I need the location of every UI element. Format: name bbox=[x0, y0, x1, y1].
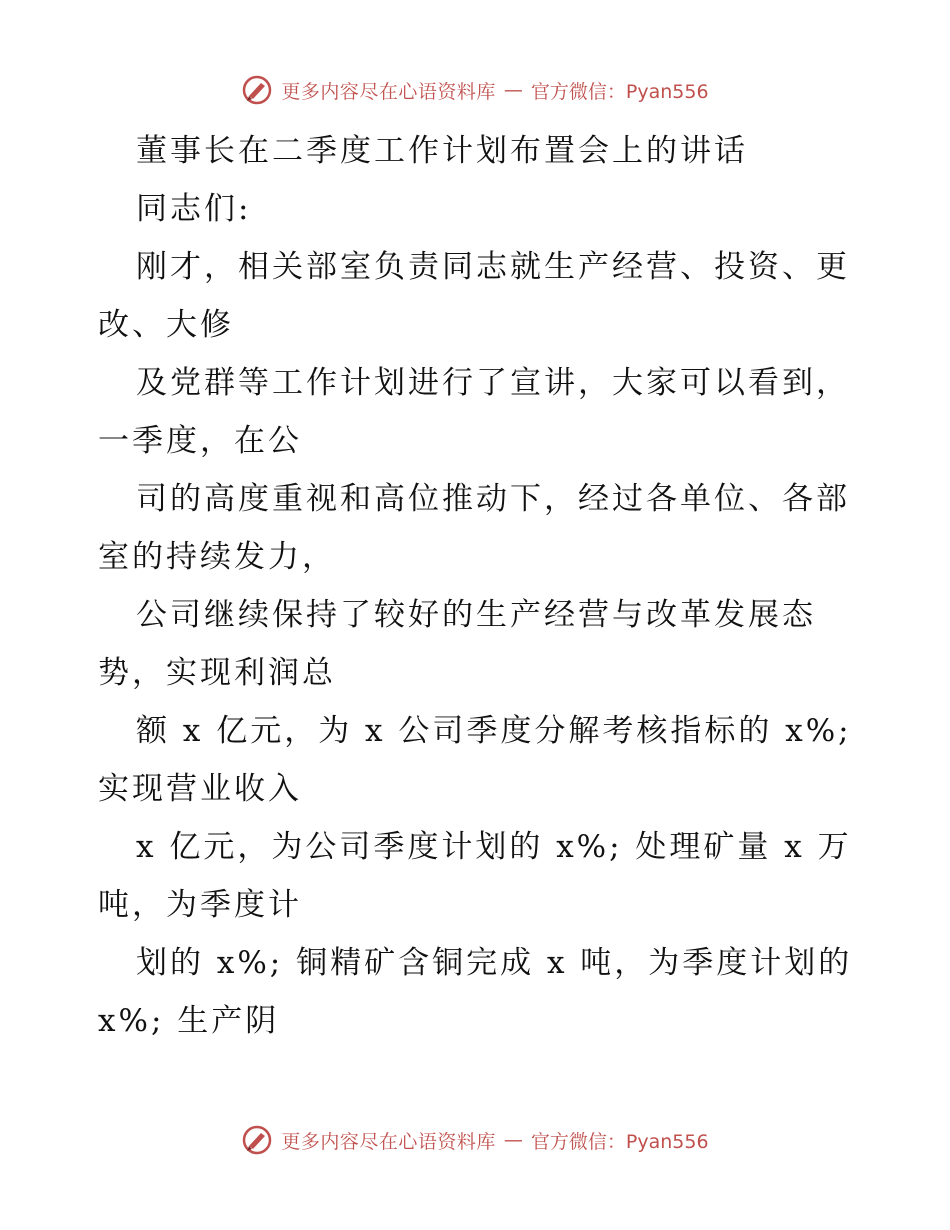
watermark-text: 更多内容尽在心语资料库 bbox=[281, 1130, 496, 1153]
watermark-wechat: 官方微信：Pyan556 bbox=[530, 1130, 709, 1153]
text-line: 划的 x%; 铜精矿含铜完成 x 吨，为季度计划的 bbox=[136, 945, 853, 981]
watermark-wechat: 官方微信：Pyan556 bbox=[530, 80, 709, 103]
text-line: 势，实现利润总 bbox=[98, 655, 336, 691]
document-body bbox=[98, 122, 858, 1050]
text-line: 司的高度重视和高位推动下，经过各单位、各部 bbox=[136, 481, 850, 517]
footer-watermark bbox=[0, 1120, 950, 1160]
text-line: 同志们: bbox=[136, 191, 252, 227]
text-line: 室的持续发力， bbox=[98, 539, 336, 575]
text-line: 额 x 亿元，为 x 公司季度分解考核指标的 x%; bbox=[136, 713, 852, 749]
pen-logo-icon bbox=[241, 74, 273, 106]
text-line: x%; 生产阴 bbox=[98, 1003, 280, 1039]
text-line: 实现营业收入 bbox=[98, 771, 302, 807]
watermark-dash: — bbox=[503, 1129, 523, 1151]
watermark-text: 更多内容尽在心语资料库 bbox=[281, 80, 496, 103]
text-line: 及党群等工作计划进行了宣讲，大家可以看到， bbox=[136, 365, 850, 401]
text-line: 公司继续保持了较好的生产经营与改革发展态 bbox=[136, 597, 816, 633]
text-line: 一季度，在公 bbox=[98, 423, 302, 459]
pen-logo-icon bbox=[241, 1124, 273, 1156]
text-line: 刚才，相关部室负责同志就生产经营、投资、更 bbox=[136, 249, 850, 285]
watermark-dash: — bbox=[503, 79, 523, 101]
header-watermark bbox=[0, 70, 950, 110]
text-line: 吨，为季度计 bbox=[98, 887, 302, 923]
text-line: x 亿元，为公司季度计划的 x%; 处理矿量 x 万 bbox=[136, 829, 852, 865]
text-line: 改、大修 bbox=[98, 307, 234, 343]
text-line: 董事长在二季度工作计划布置会上的讲话 bbox=[136, 133, 748, 169]
